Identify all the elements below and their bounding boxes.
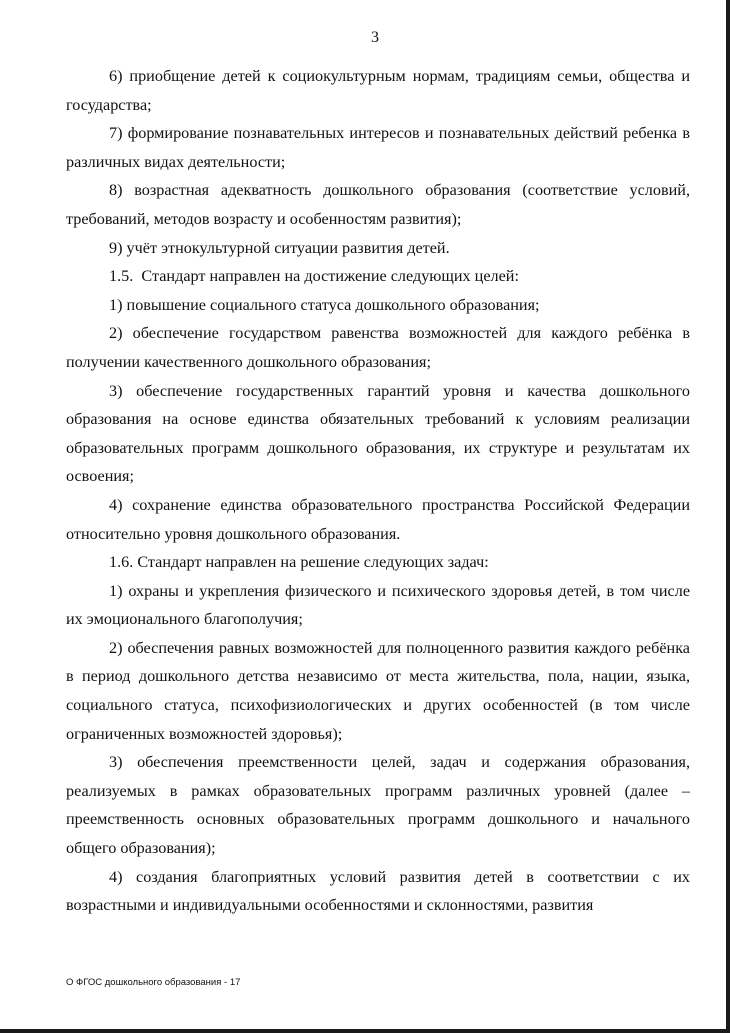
paragraph-item-6: 6) приобщение детей к социокультурным нормам, традициям семьи, общества и государства;	[66, 67, 690, 114]
section-heading-1-6: 1.6. Стандарт направлен на решение следующих задач:	[109, 553, 489, 572]
paragraph-item-8: 8) возрастная адекватность дошкольного образования (соответствие условий, требований, методов возрасту и особенностям развития);	[66, 181, 690, 228]
task-item-2: 2) обеспечения равных возможностей для полноценного развития каждого ребёнка в период дошкольного детства независимо от места жительства, пола, нации, языка, социального статуса, психофизиологических и других особенностей (в том числе ограниченных возможностей здоровья);	[66, 638, 690, 743]
task-item-3: 3) обеспечения преемственности целей, задач и содержания образования, реализуемых в рамках образовательных программ различных уровней (далее – преемственность основных образовательных программ дошкольного и начального общего образования);	[66, 753, 690, 858]
task-item-4: 4) создания благоприятных условий развития детей в соответствии с их возрастными и индивидуальными особенностями и склонностями, развития	[66, 867, 690, 915]
task-item-1: 1) охраны и укрепления физического и психического здоровья детей, в том числе их эмоционального благополучия;	[66, 581, 690, 629]
goal-item-2: 2) обеспечение государством равенства возможностей для каждого ребёнка в получении качественного дошкольного образования;	[66, 324, 690, 371]
section-heading-1-5: 1.5. Стандарт направлен на достижение следующих целей:	[109, 267, 519, 286]
document-body	[66, 62, 690, 920]
goal-item-1: 1) повышение социального статуса дошкольного образования;	[109, 295, 540, 314]
page-footer: О ФГОС дошкольного образования - 17	[66, 977, 241, 988]
paragraph-item-7: 7) формирование познавательных интересов и познавательных действий ребенка в различных видах деятельности;	[66, 124, 690, 171]
scan-edge-right	[726, 0, 730, 1033]
scan-edge-bottom	[0, 1029, 730, 1033]
goal-item-3: 3) обеспечение государственных гарантий уровня и качества дошкольного образования на основе единства обязательных требований к условиям реализации образовательных программ дошкольного образования, их структуре и результатам их освоения;	[66, 381, 690, 486]
goal-item-4: 4) сохранение единства образовательного пространства Российской Федерации относительно уровня дошкольного образования.	[66, 495, 690, 543]
paragraph-item-9: 9) учёт этнокультурной ситуации развития детей.	[109, 238, 450, 257]
page-number: 3	[371, 29, 379, 46]
